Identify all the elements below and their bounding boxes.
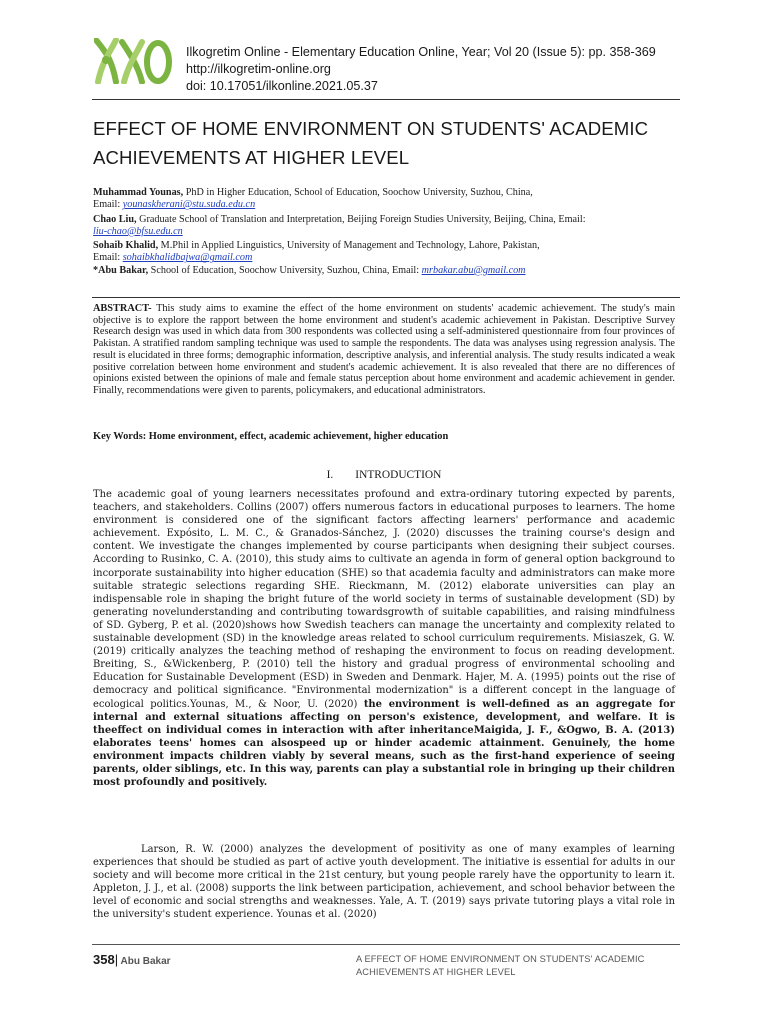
author-affiliation: PhD in Higher Education, School of Education, Soochow University, Suzhou, China, xyxy=(183,187,533,198)
running-title-line-2: ACHIEVEMENTS AT HIGHER LEVEL xyxy=(356,966,516,977)
author-name: Sohaib Khalid, xyxy=(93,240,159,252)
author-name: Muhammad Younas, xyxy=(93,187,184,198)
author-1 xyxy=(93,187,683,212)
section-title: INTRODUCTION xyxy=(355,469,442,481)
paper-title xyxy=(93,114,683,172)
journal-url[interactable]: http://ilkogretim-online.org xyxy=(186,62,331,76)
page-number: 358 xyxy=(93,952,115,967)
author-2 xyxy=(93,214,683,239)
title-line-2: ACHIEVEMENTS AT HIGHER LEVEL xyxy=(93,147,410,168)
header-divider xyxy=(92,99,680,100)
abstract-divider xyxy=(92,297,680,298)
author-name: Chao Liu, xyxy=(93,213,137,225)
footer-divider xyxy=(92,944,680,945)
body-paragraph-2: Larson, R. W. (2000) analyzes the development of positivity as one of many examples of learning experiences that should be studied as part of active youth development. The initiative is essential for adults in our society and will become more critical in the 21st century, but young people rarely have the opportunity to learn it. Appleton, J. J., et al. (2008) supports the link between participation, achievement, and school behavior between the level of economic and social strengths and weaknesses. Yale, A. T. (2019) says private tutoring plays a vital role in the university's student experience. Younas et al. (2020) xyxy=(93,844,675,921)
section-number: I. xyxy=(326,469,334,481)
author-email[interactable]: liu-chao@bfsu.edu.cn xyxy=(93,225,183,237)
author-email[interactable]: sohaibkhalidbajwa@gmail.com xyxy=(122,252,253,264)
author-affiliation: School of Education, Soochow University, Suzhou, China, Email: xyxy=(148,264,420,276)
title-line-1: EFFECT OF HOME ENVIRONMENT ON STUDENTS' ACADEMIC xyxy=(93,118,649,139)
author-email[interactable]: younaskherani@stu.suda.edu.cn xyxy=(122,199,256,211)
section-heading xyxy=(0,469,768,481)
abstract-text: This study aims to examine the effect of the home environment on students' academic achievement. The study's main objective is to explore the rapport between the home environment and student's academic achievement in Pakistan. Descriptive Survey Research design was used in which data from 300 respondents was collected using a self-administered questionnaire from four provinces of Pakistan. A stratified random sampling technique was used to sample the respondents. The data was analyses using regression analysis. The result is elucidated in three forms; demographic information, descriptive analysis, and inferential analysis. The study results indicated a weak positive correlation between home environment and student's academic achievement. It is also revealed that there are no differences of opinions existed between the opinions of male and female status perception about home environment and academic achievement in gender. Finally, recommendations were given to parents, policymakers, and educational administrators. xyxy=(93,303,675,396)
keywords: Key Words: Home environment, effect, academic achievement, higher education xyxy=(93,431,449,442)
author-name: *Abu Bakar, xyxy=(93,264,149,276)
author-4 xyxy=(93,265,683,277)
footer-author: Abu Bakar xyxy=(118,956,171,967)
journal-doi[interactable]: doi: 10.17051/ilkonline.2021.05.37 xyxy=(186,79,378,93)
author-affiliation: Graduate School of Translation and Interpretation, Beijing Foreign Studies University, Beijing, China, Email: xyxy=(136,213,586,225)
author-email[interactable]: mrbakar.abu@gmail.com xyxy=(421,264,526,276)
author-list xyxy=(93,187,683,277)
journal-header xyxy=(0,0,768,110)
journal-logo-icon xyxy=(94,38,174,84)
running-title-line-1: A EFFECT OF HOME ENVIRONMENT ON STUDENTS' ACADEMIC xyxy=(356,954,645,964)
footer-separator: | xyxy=(114,952,119,967)
paragraph-bold-text: the environment is well-defined as an aggregate for internal and external situations affecting on person's existence, development, and welfare. It is theeffect on individual comes in interaction with after inheritanceMaigida, J. F., &Ogwo, B. A. (2013) elaborates teens' homes can alsospeed up or hinder academic attainment. Genuinely, the home environment impacts children viably by several means, such as the first-hand experience of seeing parents, older siblings, etc. In this way, parents can play a substantial role in bringing up their children most profoundly and positively. xyxy=(93,698,676,789)
email-label: Email: xyxy=(93,252,121,264)
journal-citation: Ilkogretim Online - Elementary Education Online, Year; Vol 20 (Issue 5): pp. 358-369 xyxy=(186,45,656,59)
abstract-label: ABSTRACT- xyxy=(93,303,152,314)
footer-page-info xyxy=(93,952,171,967)
paragraph-text: The academic goal of young learners necessitates profound and extra-ordinary tutoring expected by parents, teachers, and stakeholders. Collins (2007) offers numerous factors in educational purposes to learners. The home environment is considered one of the significant factors affecting learners' performance and academic achievement. Expósito, L. M. C., & Granados-Sánchez, J. (2020) discusses the training course's design and content. We investigate the changes implemented by course participants when designing their subject courses. According to Rusinko, C. A. (2010), this study aims to cultivate an agenda in form of general option background to incorporate sustainability into higher education (SHE) so that academia faculty and administrators can make more suitable strategic selections regarding SHE. Rieckmann, M. (2012) elaborate universities can play an indispensable role in shaping the bright future of the world society in terms of sustainable development (SD) by generating novelunderstanding and contributing towardsgrowth of suitable capabilities, and raising mindfulness of SD. Gyberg, P. et al. (2020)shows how Swedish teachers can manage the uncertainty and complexity related to sustainable development (SD) in the knowledge areas related to school curriculum requirements. Misiaszek, G. W. (2019) critically analyzes the teaching method of reshaping the environment to focus on reading development. Breiting, S., &Wickenberg, P. (2010) tell the history and gradual progress of environmental schooling and Education for Sustainable Development (ESD) in Sweden and Denmark. Hajer, M. A. (1995) points out the rise of democracy and political significance. "Environmental modernization" is a different concept in the language of ecological politics.Younas, M., & Noor, U. (2020) xyxy=(93,489,675,710)
body-paragraph-1 xyxy=(93,488,675,789)
email-label: Email: xyxy=(93,199,121,211)
running-title xyxy=(356,953,678,978)
journal-info xyxy=(186,44,656,95)
author-affiliation: M.Phil in Applied Linguistics, University of Management and Technology, Lahore, Pakistan, xyxy=(158,240,540,252)
abstract xyxy=(93,303,675,397)
author-3 xyxy=(93,240,683,265)
